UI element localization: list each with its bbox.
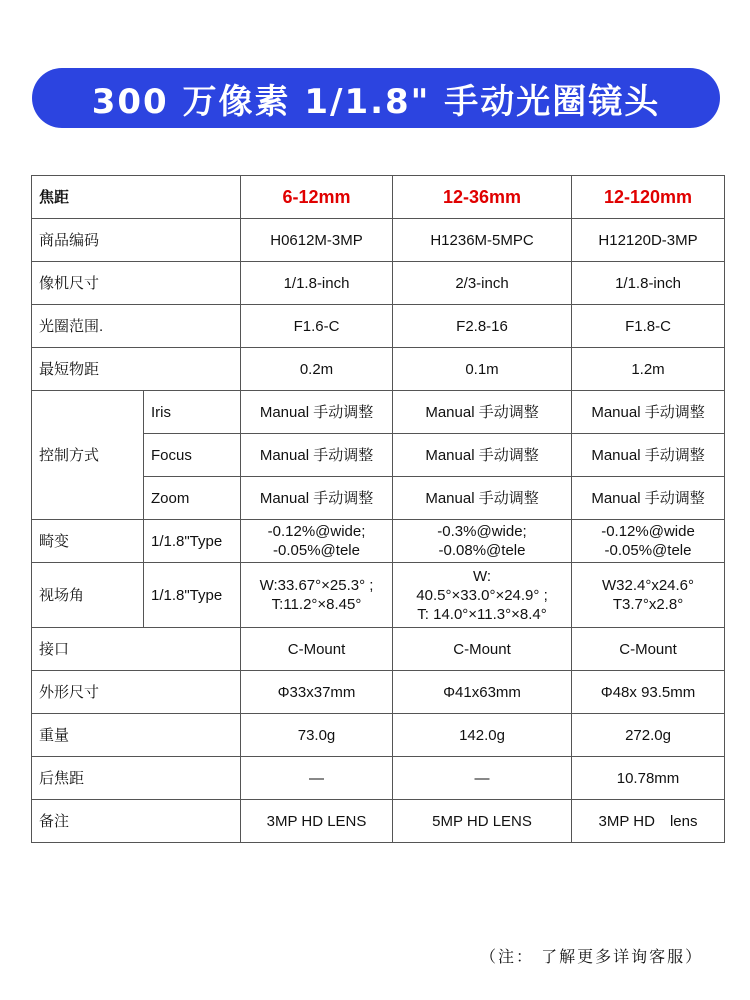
cell — [393, 563, 572, 628]
table-row — [32, 757, 725, 800]
cell: Manual 手动调整 — [241, 391, 393, 434]
cell-line: W:33.67°×25.3° ; — [259, 577, 374, 594]
table-row — [32, 391, 725, 434]
title-banner — [32, 68, 720, 128]
cell: H0612M-3MP — [241, 219, 393, 262]
cell: Manual 手动调整 — [241, 477, 393, 520]
cell-line: T3.7°x2.8° — [612, 596, 684, 613]
cell-line: -0.12%@wide — [601, 523, 695, 540]
cell: 5MP HD LENS — [393, 800, 572, 843]
cell-line: -0.3%@wide; — [437, 523, 527, 540]
cell-line: W32.4°x24.6° — [601, 577, 695, 594]
cell: 1.2m — [572, 348, 725, 391]
row-label: 视场角 — [32, 563, 144, 628]
row-label: 后焦距 — [32, 757, 241, 800]
row-label: 重量 — [32, 714, 241, 757]
cell-line: -0.08%@tele — [438, 542, 526, 559]
table-row — [32, 671, 725, 714]
cell: C-Mount — [393, 628, 572, 671]
cell-line: -0.12%@wide; — [267, 523, 366, 540]
model-header: 12-36mm — [393, 176, 572, 219]
table-header-row — [32, 176, 725, 219]
table-row — [32, 628, 725, 671]
cell-line: T:11.2°×8.45° — [271, 596, 362, 613]
cell-line: -0.05%@tele — [273, 542, 360, 559]
row-label: 最短物距 — [32, 348, 241, 391]
cell: 1/1.8-inch — [241, 262, 393, 305]
row-label: 控制方式 — [32, 391, 144, 520]
cell: H1236M-5MPC — [393, 219, 572, 262]
sub-label: Focus — [144, 434, 241, 477]
cell-line: -0.05%@tele — [604, 542, 692, 559]
cell: C-Mount — [572, 628, 725, 671]
cell: 10.78mm — [572, 757, 725, 800]
row-label: 接口 — [32, 628, 241, 671]
cell: 2/3-inch — [393, 262, 572, 305]
sub-label: 1/1.8"Type — [144, 563, 241, 628]
cell: — — [393, 757, 572, 800]
cell: Φ41x63mm — [393, 671, 572, 714]
cell: 3MP HD LENS — [241, 800, 393, 843]
cell: Φ48x 93.5mm — [572, 671, 725, 714]
cell — [393, 520, 572, 563]
cell: 3MP HD lens — [572, 800, 725, 843]
cell: Manual 手动调整 — [393, 391, 572, 434]
row-label: 备注 — [32, 800, 241, 843]
cell: Manual 手动调整 — [241, 434, 393, 477]
sub-label: Iris — [144, 391, 241, 434]
cell — [572, 563, 725, 628]
cell: H12120D-3MP — [572, 219, 725, 262]
cell: 1/1.8-inch — [572, 262, 725, 305]
row-label: 畸变 — [32, 520, 144, 563]
cell — [241, 563, 393, 628]
cell-line: 40.5°×33.0°×24.9° ; — [416, 586, 548, 604]
row-label: 光圈范围. — [32, 305, 241, 348]
spec-table — [31, 175, 725, 843]
cell: F1.8-C — [572, 305, 725, 348]
model-header: 12-120mm — [572, 176, 725, 219]
cell: — — [241, 757, 393, 800]
table-row — [32, 262, 725, 305]
cell: Manual 手动调整 — [572, 391, 725, 434]
cell: Manual 手动调整 — [393, 477, 572, 520]
cell: 142.0g — [393, 714, 572, 757]
table-row — [32, 563, 725, 628]
cell — [241, 520, 393, 563]
cell-line: W: — [472, 567, 492, 585]
row-label: 商品编码 — [32, 219, 241, 262]
table-row — [32, 219, 725, 262]
cell: 0.2m — [241, 348, 393, 391]
table-row — [32, 800, 725, 843]
cell: Φ33x37mm — [241, 671, 393, 714]
cell: F2.8-16 — [393, 305, 572, 348]
cell: 73.0g — [241, 714, 393, 757]
footer-note: （注： 了解更多详询客服） — [480, 947, 704, 966]
cell: F1.6-C — [241, 305, 393, 348]
table-row — [32, 305, 725, 348]
header-label: 焦距 — [32, 176, 241, 219]
cell: Manual 手动调整 — [393, 434, 572, 477]
cell: C-Mount — [241, 628, 393, 671]
sub-label: 1/1.8"Type — [144, 520, 241, 563]
page-title: 300 万像素 1/1.8" 手动光圈镜头 — [91, 81, 661, 122]
table-row — [32, 714, 725, 757]
row-label: 像机尺寸 — [32, 262, 241, 305]
model-header: 6-12mm — [241, 176, 393, 219]
cell: 0.1m — [393, 348, 572, 391]
cell-line: T: 14.0°×11.3°×8.4° — [417, 605, 547, 623]
row-label: 外形尺寸 — [32, 671, 241, 714]
table-row — [32, 520, 725, 563]
cell: 272.0g — [572, 714, 725, 757]
sub-label: Zoom — [144, 477, 241, 520]
table-row — [32, 348, 725, 391]
cell: Manual 手动调整 — [572, 434, 725, 477]
cell — [572, 520, 725, 563]
cell: Manual 手动调整 — [572, 477, 725, 520]
